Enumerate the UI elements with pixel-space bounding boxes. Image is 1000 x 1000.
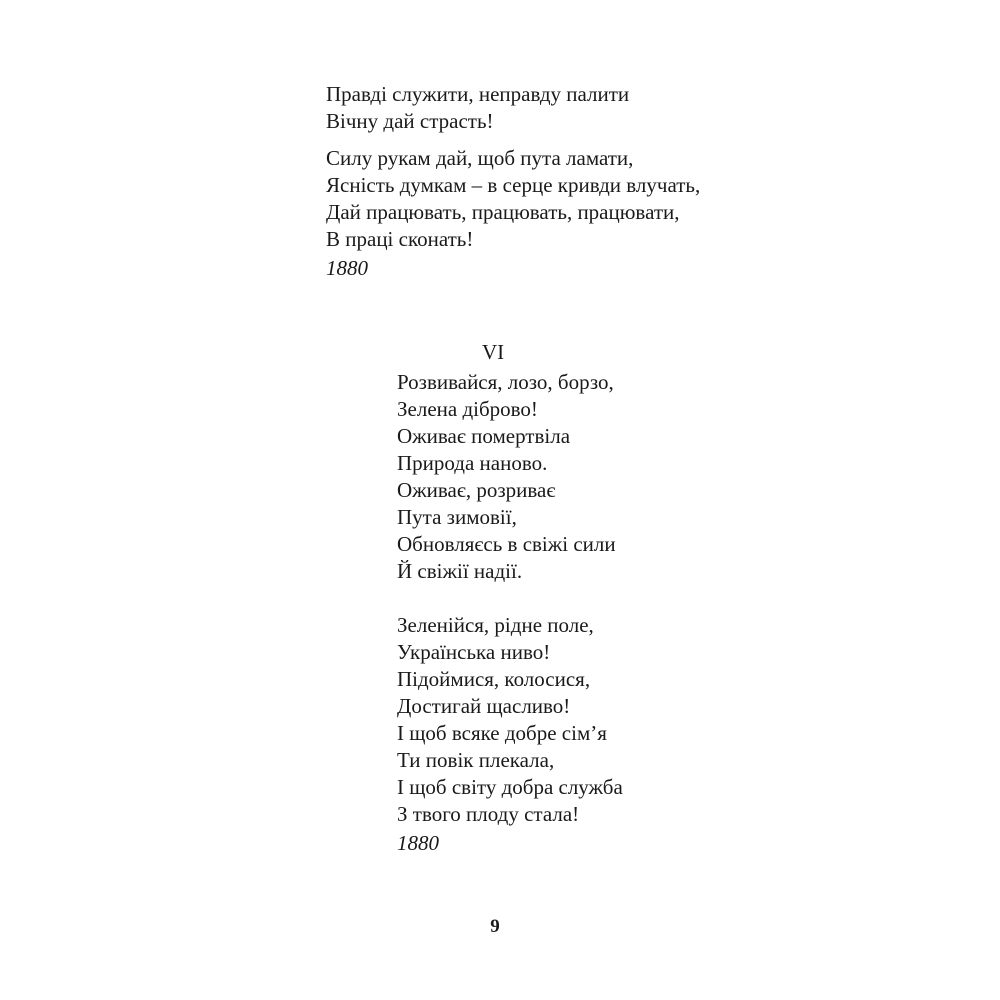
poem-line: Ти повік плекала, — [397, 748, 555, 772]
page-number: 9 — [490, 916, 500, 937]
poem-line: З твого плоду стала! — [397, 802, 580, 826]
poem-line: Природа наново. — [397, 451, 548, 475]
poem-line: Дай працювать, працювать, працювати, — [326, 200, 680, 224]
poem-line: Підоймися, колосися, — [397, 667, 591, 691]
poem-line: І щоб всяке добре сім’я — [397, 721, 607, 745]
poem-vi — [397, 369, 623, 857]
poem-line: Оживає, розриває — [397, 478, 556, 502]
poem-line: Зелена діброво! — [397, 397, 538, 421]
section-heading: VI — [482, 340, 505, 364]
poem-top — [326, 81, 700, 282]
poem-line: Достигай щасливо! — [397, 694, 571, 718]
poem-line: Зеленійся, рідне поле, — [397, 613, 594, 637]
poem-line: Правді служити, неправду палити — [326, 82, 630, 106]
poem-line: Вічну дай страсть! — [326, 109, 494, 133]
poem-line: Ясність думкам – в серце кривди влучать, — [326, 173, 701, 197]
poem-line: Обновляєсь в свіжі сили — [397, 532, 616, 556]
poem-line: Й свіжії надії. — [397, 559, 523, 583]
poem-line: Розвивайся, лозо, борзо, — [397, 370, 614, 394]
poem-date: 1880 — [326, 256, 368, 280]
poem-line: Оживає помертвіла — [397, 424, 571, 448]
poem-line: І щоб світу добра служба — [397, 775, 623, 799]
poem-line: Силу рукам дай, щоб пута ламати, — [326, 146, 634, 170]
poem-line: В праці сконать! — [326, 227, 474, 251]
poem-line: Українська ниво! — [397, 640, 551, 664]
poem-line: Пута зимовії, — [397, 505, 517, 529]
poem-date: 1880 — [397, 831, 439, 855]
